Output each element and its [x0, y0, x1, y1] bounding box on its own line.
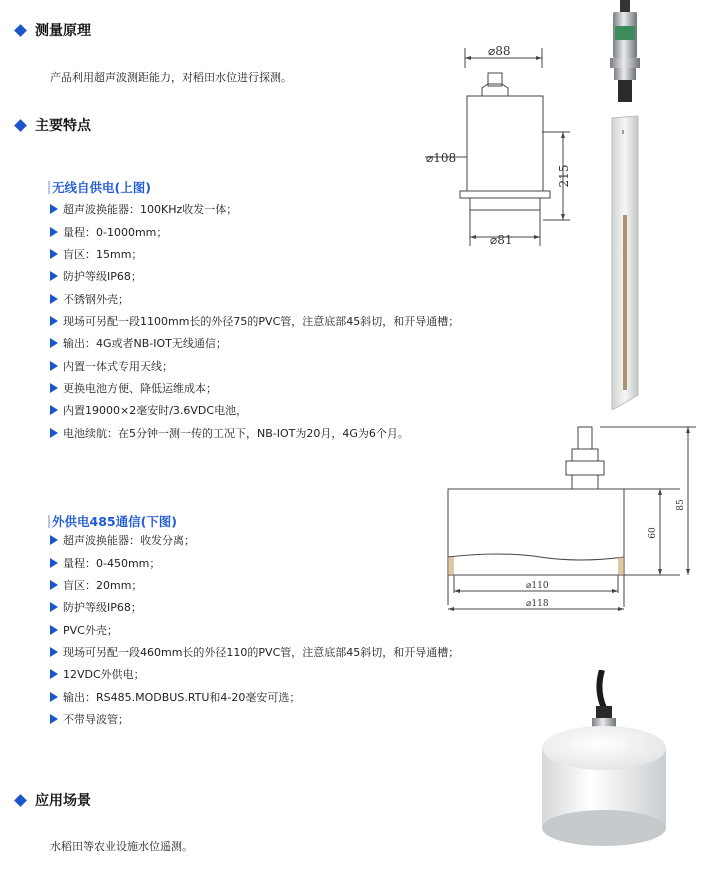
wired-feature-item [50, 708, 459, 730]
wired-sensor-photo [530, 670, 680, 850]
triangle-bullet-icon [50, 361, 58, 371]
triangle-bullet-icon [50, 249, 58, 259]
wireless-feature-item [50, 310, 459, 332]
triangle-bullet-icon [50, 647, 58, 657]
wireless-feature-item-text: 内置19000×2毫安时/3.6VDC电池， [63, 404, 248, 418]
application-text: 水稻田等农业设施水位遥测。 [50, 840, 193, 853]
heading-bar [48, 515, 50, 528]
wireless-feature-item-text: 盲区：15mm； [63, 247, 143, 261]
dim-height: 215 [557, 164, 571, 188]
triangle-bullet-icon [50, 692, 58, 702]
triangle-bullet-icon [50, 625, 58, 635]
wired-heading-text: 外供电485通信(下图) [52, 514, 178, 529]
triangle-bullet-icon [50, 316, 58, 326]
wired-feature-item [50, 663, 459, 685]
triangle-bullet-icon [50, 294, 58, 304]
wireless-feature-item [50, 399, 459, 421]
section-title-principle [14, 20, 91, 40]
wired-feature-list [50, 529, 459, 730]
dim-inner-diameter: ⌀110 [526, 581, 549, 591]
wireless-feature-item-text: 量程：0-1000mm； [63, 225, 168, 239]
wireless-feature-item [50, 287, 459, 309]
triangle-bullet-icon [50, 204, 58, 214]
diamond-bullet-icon [14, 119, 27, 132]
wireless-heading-text: 无线自供电(上图) [52, 180, 151, 195]
wired-feature-item [50, 551, 459, 573]
diamond-bullet-icon [14, 794, 27, 807]
triangle-bullet-icon [50, 227, 58, 237]
triangle-bullet-icon [50, 383, 58, 393]
triangle-bullet-icon [50, 714, 58, 724]
wired-feature-item [50, 529, 459, 551]
wired-feature-item-text: 量程：0-450mm； [63, 556, 161, 570]
triangle-bullet-icon [50, 669, 58, 679]
section-title-features-text: 主要特点 [35, 118, 91, 134]
heading-bar [48, 181, 50, 194]
wired-feature-item-text: PVC外壳； [63, 623, 118, 637]
wired-feature-item-text: 防护等级IP68； [63, 601, 142, 615]
wireless-feature-item [50, 265, 459, 287]
wireless-feature-item-text: 现场可另配一段1100mm长的外径75的PVC管，注意底部45斜切，和开导通槽； [63, 314, 460, 328]
triangle-bullet-icon [50, 428, 58, 438]
wireless-sensor-drawing [420, 40, 580, 260]
wireless-feature-item [50, 332, 459, 354]
dim-outer-height: 85 [676, 499, 686, 511]
wireless-feature-item-text: 电池续航：在5分钟一测一传的工况下，NB-IOT为20月，4G为6个月。 [63, 426, 409, 440]
wireless-feature-item-text: 输出：4G或者NB-IOT无线通信； [63, 337, 227, 351]
dim-body-diameter: ⌀108 [426, 151, 457, 165]
wired-feature-item-text: 不带导波管； [63, 712, 129, 726]
wireless-heading [48, 178, 151, 196]
dim-top-width: ⌀88 [488, 44, 511, 58]
wireless-feature-item-text: 内置一体式专用天线； [63, 359, 173, 373]
wireless-feature-list [50, 198, 459, 444]
triangle-bullet-icon [50, 602, 58, 612]
wireless-feature-item [50, 354, 459, 376]
wired-feature-item-text: 超声波换能器：收发分离； [63, 534, 195, 548]
section-title-application-text: 应用场景 [35, 793, 91, 809]
wireless-feature-item [50, 198, 459, 220]
dim-body-height: 60 [648, 527, 658, 539]
section-title-application [14, 790, 91, 810]
wired-heading [48, 512, 177, 530]
wireless-feature-item [50, 377, 459, 399]
triangle-bullet-icon [50, 558, 58, 568]
wired-feature-item [50, 596, 459, 618]
triangle-bullet-icon [50, 535, 58, 545]
wireless-feature-item [50, 243, 459, 265]
section-title-principle-text: 测量原理 [35, 23, 91, 39]
dim-bottom-width: ⌀81 [490, 233, 513, 247]
diamond-bullet-icon [14, 24, 27, 37]
wired-feature-item [50, 641, 459, 663]
triangle-bullet-icon [50, 405, 58, 415]
wired-feature-item-text: 12VDC外供电； [63, 668, 145, 682]
wired-feature-item-text: 盲区：20mm； [63, 578, 143, 592]
principle-text: 产品利用超声波测距能力，对稻田水位进行探测。 [50, 71, 292, 84]
wireless-sensor-photo [600, 0, 650, 410]
wired-feature-item [50, 574, 459, 596]
wired-feature-item-text: 现场可另配一段460mm长的外径110的PVC管，注意底部45斜切，和开导通槽； [63, 645, 460, 659]
wireless-feature-item [50, 220, 459, 242]
wireless-feature-item-text: 超声波换能器：100KHz收发一体； [63, 203, 238, 217]
triangle-bullet-icon [50, 580, 58, 590]
section-title-features [14, 115, 91, 135]
wired-sensor-drawing [440, 425, 700, 630]
wired-feature-item [50, 685, 459, 707]
triangle-bullet-icon [50, 338, 58, 348]
wired-feature-item [50, 618, 459, 640]
wireless-feature-item [50, 421, 459, 443]
wired-feature-item-text: 输出：RS485.MODBUS.RTU和4-20毫安可选； [63, 690, 301, 704]
dim-outer-diameter: ⌀118 [526, 599, 549, 609]
triangle-bullet-icon [50, 271, 58, 281]
wireless-feature-item-text: 防护等级IP68； [63, 270, 142, 284]
wireless-feature-item-text: 不锈钢外壳； [63, 292, 129, 306]
wireless-feature-item-text: 更换电池方便、降低运维成本； [63, 381, 217, 395]
